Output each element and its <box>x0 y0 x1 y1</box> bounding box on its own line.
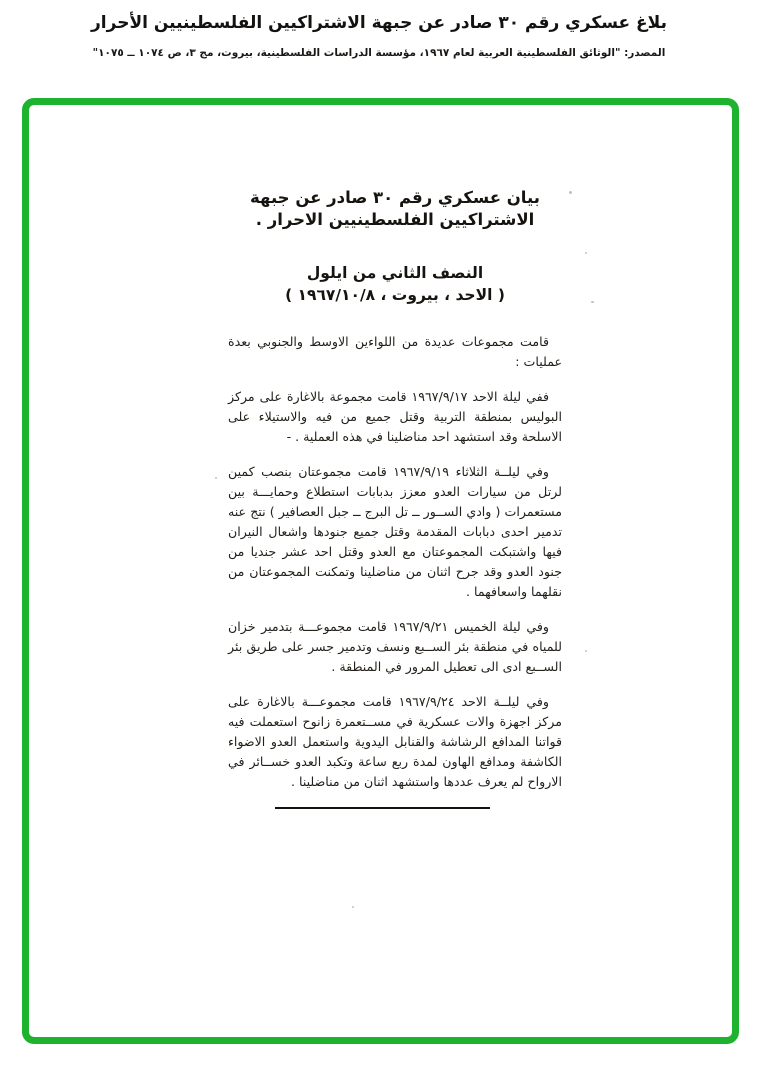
paragraph-operation-sep24: وفي ليلــة الاحد ١٩٦٧/٩/٢٤ قامت مجموعـــة بالاغارة على مركز اجهزة والات عسكرية في مســتعمرة زانوح استعملت فيه قواتنا المدافع الرشاشة والقنابل اليدوية واستعمل العدو الاضواء الكاشفة ومدافع الهاون لمدة ربع ساعة وتكبد العدو خســائر في الارواح لم يعرف عددها واستشهد اثنان من مناضلينا . <box>228 694 562 789</box>
document-subtitle <box>228 262 562 306</box>
paragraph-operation-sep19: وفي ليلــة الثلاثاء ١٩٦٧/٩/١٩ قامت مجموعتان بنصب كمين لرتل من سيارات العدو معزز بدبابات استطلاع وحمايـــة بين مستعمرات ( وادي الســور ــ تل البرج ــ جبل العصافير ) نتج عنه تدمير احدى دبابات المقدمة وقتل جميع جنودها واشعال النيران فيها واشتبكت المجموعتان مع العدو وقتل احد عشر جنديا من جنود العدو وقد جرح اثنان من مناضلينا وتمكنت المجموعتان من نقلهما واسعافهما . <box>228 464 562 599</box>
source-citation-line: المصدر: "الوثائق الفلسطينية العربية لعام ١٩٦٧، مؤسسة الدراسات الفلسطينية، بيروت، مج ٣، ص ١٠٧٤ ــ ١٠٧٥" <box>92 47 666 59</box>
paragraph-intro: قامت مجموعات عديدة من اللواءين الاوسط والجنوبي بعدة عمليات : <box>228 334 562 369</box>
footnote-separator-line <box>275 807 490 809</box>
document-title <box>228 187 562 231</box>
paragraph-operation-sep17: ففي ليلة الاحد ١٩٦٧/٩/١٧ قامت مجموعة بالاغارة على مركز البوليس بمنطقة التربية وقتل جميع من فيه والاستيلاء على الاسلحة وقد استشهد احد مناضلينا في هذه العملية . - <box>228 389 562 444</box>
scan-speck <box>585 650 587 652</box>
paragraph-operation-sep21: وفي ليلة الخميس ١٩٦٧/٩/٢١ قامت مجموعـــة بتدمير خزان للمياه في منطقة بئر الســبع ونسف وتدمير جسر على طريق بئر الســبع ادى الى تعطيل المرور في المنطقة . <box>228 619 562 674</box>
scan-speck <box>591 301 594 303</box>
scanned-document <box>228 187 562 809</box>
document-frame <box>22 98 739 1044</box>
document-body <box>228 332 562 792</box>
scan-speck <box>352 906 354 908</box>
document-subtitle-line1: النصف الثاني من ايلول <box>306 264 484 282</box>
communique-header-title: بلاغ عسكري رقم ٣٠ صادر عن جبهة الاشتراكيين الفلسطينيين الأحرار <box>91 13 667 33</box>
scan-speck <box>569 191 572 194</box>
document-title-line1: بيان عسكري رقم ٣٠ صادر عن جبهة <box>250 188 540 207</box>
scan-speck <box>585 252 587 254</box>
document-date-line: ( الاحد ، بيروت ، ١٩٦٧/١٠/٨ ) <box>285 286 505 304</box>
document-title-line2: الاشتراكيين الفلسطينيين الاحرار . <box>255 210 535 229</box>
scan-speck <box>215 477 217 479</box>
